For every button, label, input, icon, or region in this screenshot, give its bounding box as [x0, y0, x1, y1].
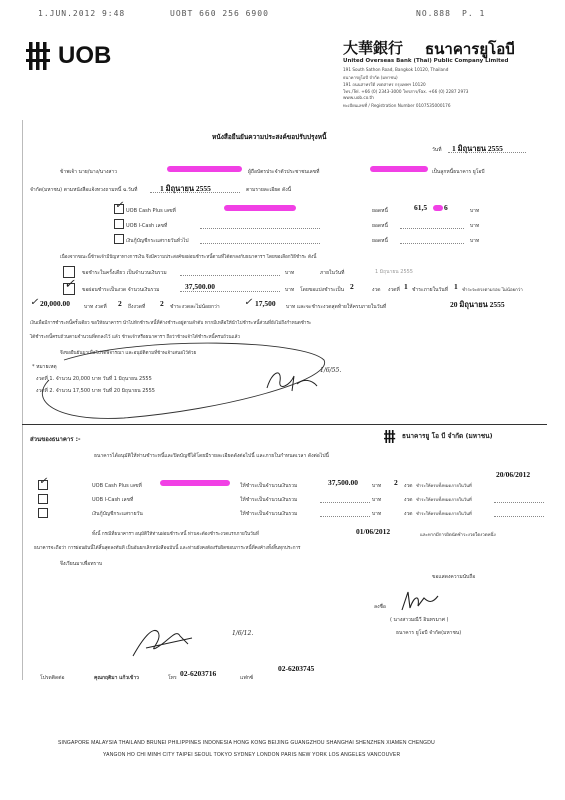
bank-row-desc-2: ให้ชำระเป็นจำนวนเงินรวม: [240, 497, 298, 503]
signer-org: ธนาคาร ยูโอบี จำกัด(มหาชน): [396, 630, 462, 636]
bank-name-english: United Overseas Bank (Thai) Public Company Limited: [343, 58, 509, 64]
fax-number: NO.888: [416, 9, 451, 18]
bank-name-thai: ธนาคารยูโอบี: [425, 41, 515, 58]
document-date: 1 มิถุนายน 2555: [452, 144, 503, 153]
amount-label-3: ยอดหนี้: [372, 238, 388, 244]
installment-text-2: ถึงงวดที่: [128, 304, 146, 310]
uob-logo-icon: [26, 42, 56, 74]
first-end: ชำระจะตรงตามรอบ ไม่น้อยกว่า: [462, 288, 523, 293]
bank-row-last-date-1: 20/06/2012: [496, 470, 531, 479]
intent-text: เนื่องจากขณะนี้ข้าพเจ้ามีปัญหาทางการเงิน จึงมีความประสงค์ขอผ่อนชำระหนี้ตามที่ได้ตกลงกับธนาคารฯ โดยขอเลือกวิธีชำระ ดังนี้: [60, 255, 317, 260]
amount-value-1: 61,5: [414, 203, 428, 212]
bank-address-en: 191 South Sathon Road, Bangkok 10120, Thailand: [343, 67, 449, 72]
bank-row-unit-3: บาท: [372, 511, 382, 517]
amount-unit-3: บาท: [470, 238, 480, 244]
contact-tel: 02-6203716: [180, 669, 217, 678]
second-no: 2: [118, 299, 122, 308]
last-installment-date: 20 มิถุนายน 2555: [450, 300, 505, 309]
redacted-account: [224, 205, 296, 211]
sign-label: ลงชื่อ: [374, 604, 386, 610]
date-label: วันที่: [432, 147, 442, 153]
note-line-2: งวดที่ 2. จำนวน 17,500 บาท วันที่ 20 มิถุนายน 2555: [36, 388, 155, 394]
amount-unit-2: บาท: [470, 223, 480, 229]
amount-unit-1: บาท: [470, 208, 480, 214]
note-line-1: งวดที่ 1. จำนวน 20,000 บาท วันที่ 1 มิถุนายน 2555: [36, 376, 152, 382]
bank-row-count-1: 2: [394, 478, 398, 487]
bank-row-count-unit-2: งวด: [404, 497, 413, 503]
bank-row-unit-1: บาท: [372, 483, 382, 489]
closing-text: ขอแสดงความนับถือ: [432, 574, 476, 580]
fax-page: P. 1: [462, 9, 486, 18]
redacted-account: [160, 480, 230, 486]
option-amount-2: 37,500.00: [185, 282, 215, 291]
installment-text-3: ชำระงวดละไม่น้อยกว่า: [170, 304, 220, 310]
debtor-signature-bottom: [128, 618, 198, 662]
contact-label: โปรดติดต่อ: [40, 675, 65, 681]
bank-row-last-label-2: ชำระให้ครบทั้งหมดภายในวันที่: [416, 497, 472, 502]
redacted-amount: [433, 205, 443, 211]
note-heading: * หมายเหตุ: [32, 364, 57, 370]
second-installment-amount: 17,500: [255, 299, 276, 308]
approval-text: ธนาคารได้อนุมัติให้ท่านชำระหนี้และปิดบัญชีได้โดยมีรายละเอียดดังต่อไปนี้ และภายในกำหนดเวลา ดังต่อไปนี้: [94, 453, 329, 459]
first-no: 1: [404, 282, 408, 291]
bank-row-label-3: เงินกู้บัญชีกระแสรายวัน: [92, 511, 143, 517]
tel-label: โทร: [168, 675, 177, 681]
option-label-2: ขอผ่อนชำระเป็นงวด จำนวนเงินรวม: [82, 287, 160, 293]
notice-label: จำกัด(มหาชน) ตามหนังสือแจ้งทวงถามหนี้ ฉ.วันที่: [30, 187, 138, 193]
debtor-prefix: ข้าพเจ้า นาย/นาง/นางสาว: [60, 169, 118, 175]
bank-row-last-label-3: ชำระให้ครบทั้งหมดภายในวันที่: [416, 511, 472, 516]
bank-phone: โทร./Tel. +66 (0) 2343-3000 โทรสาร/Fax. +66 (0) 2287 2973: [343, 89, 469, 94]
check-mark-icon: ✓: [64, 277, 75, 292]
document-title: หนังสือยืนยันความประสงค์ขอปรับปรุงหนี้: [212, 133, 327, 141]
bank-registration: ทะเบียนเลขที่ / Registration Number 0107535000176: [343, 103, 451, 108]
condition-2: ธนาคารจะถือว่า การผ่อนผันนี้ได้สิ้นสุดลงทันที เป็นอันยกเลิกหนังสือฉบับนี้ และท่านยังคงต้องรับผิดชอบภาระหนี้ที่คงค้างทั้งสิ้นทุกประการ: [34, 546, 301, 551]
section-divider: [22, 424, 547, 425]
terms-line-2: ได้ชำระหนี้ครบถ้วนตามจำนวนที่ตกลงไว้ แล้ว ข้าพเจ้าหรือธนาคารฯ ถือว่าข้าพเจ้าได้ชำระหนี้ครบถ้วนแล้ว: [30, 335, 241, 340]
contact-fax: 02-6203745: [278, 664, 315, 673]
uob-small-logo-icon: [384, 428, 398, 447]
installment-text-1: บาท งวดที่: [84, 304, 107, 310]
first-text: ชำระภายในวันที่: [412, 287, 448, 293]
check-mark-icon: ✓: [244, 297, 253, 308]
bank-row-desc-3: ให้ชำระเป็นจำนวนเงินรวม: [240, 511, 298, 517]
condition-1-end: และหากมีการผิดนัดชำระงวดใดงวดหนึ่ง: [420, 533, 496, 538]
check-mark-icon: ✓: [30, 297, 39, 308]
amount-tail-1: 6: [444, 203, 448, 212]
bank-row-count-unit-1: งวด: [404, 483, 413, 489]
bank-website: www.uob.co.th: [343, 95, 374, 100]
condition-1: ทั้งนี้ กรณีที่ธนาคารฯ อนุมัติให้ท่านผ่อนชำระหนี้ ท่านจะต้องชำระงวดแรกภายในวันที่: [92, 532, 259, 537]
bank-address-th: 191 ถนนสาทรใต้ เขตสาทร กรุงเทพฯ 10120: [343, 82, 426, 87]
bank-ref: เป็นลูกหนี้ธนาคาร ยูโอบี: [432, 169, 485, 175]
bank-name-thai-full: ธนาคารยูโอบี จำกัด (มหาชน): [343, 75, 398, 80]
check-mark-icon: ✓: [115, 200, 124, 211]
amount-label-1: ยอดหนี้: [372, 208, 388, 214]
fax-sender: UOBT 660 256 6900: [170, 9, 269, 18]
installment-unit: งวด: [372, 287, 381, 293]
notice-date: 1 มิถุนายน 2555: [160, 184, 211, 193]
fax-datetime: 1.JUN.2012 9:48: [38, 9, 126, 18]
bank-row-checkbox-3[interactable]: [38, 508, 48, 518]
id-label: ผู้ถือบัตรประจำตัวประชาชนเลขที่: [248, 169, 320, 175]
condition-3: จึงเรียนมาเพื่อทราบ: [60, 561, 103, 567]
fax-label: แฟกซ์: [240, 675, 254, 681]
debtor-sign-date: 1/6/12.: [232, 630, 254, 637]
contact-name: คุณกฤติมา แก้วเข้าว: [94, 675, 139, 681]
bank-row-amount-1: 37,500.00: [328, 478, 358, 487]
terms-line-3: จึงขอยืนยันมาเพื่อโปรดพิจารณา และอนุมัติตามที่ข้าพเจ้าเสนอไว้ด้วย: [60, 351, 197, 356]
third-no: 2: [160, 299, 164, 308]
installment-label: โดยขอแบ่งชำระเป็น: [300, 287, 344, 293]
bank-row-count-unit-3: งวด: [404, 511, 413, 517]
first-installment-amount: 20,000.00: [40, 299, 70, 308]
bank-row-label-2: UOB I-Cash เลขที่: [92, 497, 134, 503]
bank-signature: [396, 588, 442, 614]
product-label-2: UOB I-Cash เลขที่: [126, 223, 168, 229]
bank-row-label-1: UOB Cash Plus เลขที่: [92, 483, 142, 489]
debtor-signature: [262, 366, 322, 396]
bank-row-checkbox-2[interactable]: [38, 494, 48, 504]
condition-date: 01/06/2012: [356, 527, 391, 536]
cities-line-1: SINGAPORE MALAYSIA THAILAND BRUNEI PHILIPPINES INDONESIA HONG KONG BEIJING GUANGZHOU SHANGHAI SHENZHEN XIAMEN CHENGDU: [58, 740, 435, 746]
option-label-1: ขอชำระในครั้งเดียว เป็นจำนวนเงินรวม: [82, 270, 167, 276]
product-label-1: UOB Cash Plus เลขที่: [126, 208, 176, 214]
first-day: 1: [454, 282, 458, 291]
amount-label-2: ยอดหนี้: [372, 223, 388, 229]
redacted-name: [167, 166, 242, 172]
product-checkbox-3[interactable]: [114, 234, 124, 244]
signer-name: ( นางสาวมณีวี อินทรมาศ ): [390, 617, 449, 623]
bank-row-desc-1: ให้ชำระเป็นจำนวนเงินรวม: [240, 483, 298, 489]
option-unit-2: บาท: [285, 287, 295, 293]
cities-line-2: YANGON HO CHI MINH CITY TAIPEI SEOUL TOKYO SYDNEY LONDON PARIS NEW YORK LOS ANGELES VANCOUVER: [103, 752, 401, 758]
first-label: งวดที่: [388, 287, 400, 293]
option-unit-1: บาท: [285, 270, 295, 276]
product-label-3: เงินกู้บัญชีกระแสรายวันทั่วไป: [126, 238, 189, 244]
check-mark-icon: ✓: [39, 476, 48, 487]
bank-row-last-label-1: ชำระให้ครบทั้งหมดภายในวันที่: [416, 483, 472, 488]
terms-line-1: เงินเพื่อมีการชำระหนี้ครั้งเดียว ขอให้ธนาคารฯ นำไปหักชำระหนี้ที่ค้างชำระอยู่ตามลำดับ หากมีเหลือให้นำไปชำระหนี้ส่วนที่ยังไม่ถึงกำหนดชำระ: [30, 321, 312, 326]
option-deadline: 1 มิถุนายน 2555: [375, 269, 413, 275]
installment-text-4: บาท และจะชำระงวดสุดท้ายให้ครบภายในวันที่: [286, 304, 387, 310]
bank-name-chinese: 大華銀行: [343, 40, 404, 57]
uob-logo-text: UOB: [58, 42, 112, 69]
installments: 2: [350, 282, 354, 291]
bank-section-heading: ส่วนของธนาคาร :-: [30, 436, 81, 443]
note-sign-date: 1/6/55.: [320, 367, 342, 374]
redacted-id: [370, 166, 428, 172]
margin-line: [22, 120, 23, 680]
bank-row-unit-2: บาท: [372, 497, 382, 503]
bank-section-name: ธนาคารยู โอ บี จำกัด (มหาชน): [402, 432, 493, 440]
product-checkbox-2[interactable]: [114, 219, 124, 229]
debt-label: ตามรายละเอียด ดังนี้: [246, 187, 292, 193]
option-deadline-label: ภายในวันที่: [320, 270, 345, 276]
